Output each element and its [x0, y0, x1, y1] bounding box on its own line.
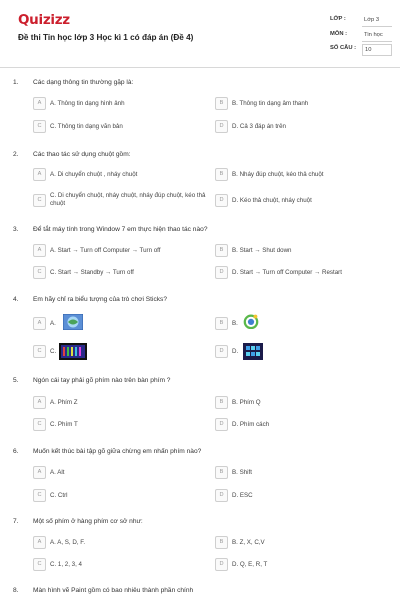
option-text: B. Start → Shut down: [232, 247, 292, 254]
option-text: A. Start → Turn off Computer → Turn off: [50, 247, 161, 254]
page-title: Đề thi Tin học lớp 3 Học kì 1 có đáp án (Đề 4): [18, 33, 194, 42]
option-text: A. Alt: [50, 469, 65, 476]
option-letter: C: [33, 418, 46, 431]
question-text: Ngón cái tay phải gõ phím nào trên bàn phím ?: [33, 377, 171, 384]
option-letter: C: [33, 120, 46, 133]
question-text: Để tắt máy tính trong Window 7 em thực hiện thao tác nào?: [33, 226, 208, 233]
question-number: 2.: [13, 151, 19, 158]
header-divider: [0, 67, 400, 68]
option-letter: B: [215, 536, 228, 549]
option-letter: D: [215, 489, 228, 502]
option-text: C. Start → Standby → Turn off: [50, 269, 134, 276]
question-number: 3.: [13, 226, 19, 233]
option-text: D.: [232, 348, 239, 355]
option-text: C. Ctrl: [50, 492, 68, 499]
option-letter: C: [33, 266, 46, 279]
question-count-value: 10: [362, 44, 392, 56]
option-text: B. Thông tin dạng âm thanh: [232, 100, 309, 107]
option-text: A. Phím Z: [50, 399, 78, 406]
grade-field: [330, 15, 392, 28]
option-text: C. Thông tin dạng văn bản: [50, 123, 123, 130]
option-text: A. Thông tin dạng hình ảnh: [50, 100, 125, 107]
quizizz-logo: Quizizz: [18, 12, 70, 28]
question-text: Các dạng thông tin thường gặp là:: [33, 79, 134, 86]
option-letter: B: [215, 97, 228, 110]
option-letter: B: [215, 317, 228, 330]
option-text: D. Start → Turn off Computer → Restart: [232, 269, 342, 276]
option-letter: D: [215, 194, 228, 207]
option-letter: B: [215, 168, 228, 181]
question-count-label: SỐ CÂU :: [330, 45, 357, 51]
option-text: B. Phím Q: [232, 399, 261, 406]
question-text: Các thao tác sử dụng chuột gồm:: [33, 151, 131, 158]
option-letter: D: [215, 345, 228, 358]
subject-label: MÔN :: [330, 31, 348, 37]
question-text: Một số phím ở hàng phím cơ sở như:: [33, 518, 143, 525]
question-text: Màn hình vẽ Paint gồm có bao nhiêu thành phần chính: [33, 587, 194, 594]
option-text: C. Di chuyển chuột, nháy chuột, nháy đúp chuột, kéo thả chuột: [50, 192, 206, 208]
question-number: 6.: [13, 448, 19, 455]
grade-value: Lớp 3: [362, 15, 392, 27]
option-text: A. Di chuyển chuột , nháy chuột: [50, 171, 138, 178]
option-text: C. Phím T: [50, 421, 78, 428]
globe-game-icon: [63, 314, 83, 330]
option-letter: C: [33, 489, 46, 502]
question-text: Muốn kết thúc bài tập gõ giữa chừng em nhấn phím nào?: [33, 448, 202, 455]
option-letter: A: [33, 97, 46, 110]
option-letter: A: [33, 244, 46, 257]
option-letter: D: [215, 418, 228, 431]
option-letter: D: [215, 558, 228, 571]
question-number: 5.: [13, 377, 19, 384]
option-letter: A: [33, 396, 46, 409]
option-letter: B: [215, 396, 228, 409]
option-letter: D: [215, 266, 228, 279]
option-text: B. Nháy đúp chuột, kéo thả chuột: [232, 171, 324, 178]
option-text: C.: [50, 348, 57, 355]
question-text: Em hãy chỉ ra biểu tượng của trò chơi Sticks?: [33, 296, 168, 303]
option-text: A. A, S, D, F.: [50, 539, 86, 546]
option-text: A.: [50, 320, 56, 327]
question-number: 7.: [13, 518, 19, 525]
question-count-field: [330, 44, 392, 57]
option-text: D. Kéo thả chuột, nháy chuột: [232, 197, 312, 204]
option-letter: A: [33, 536, 46, 549]
question-number: 4.: [13, 296, 19, 303]
option-text: B.: [232, 320, 238, 327]
option-letter: C: [33, 558, 46, 571]
question-number: 8.: [13, 587, 19, 594]
question-number: 1.: [13, 79, 19, 86]
worksheet-header: [0, 0, 400, 68]
option-text: D. ESC: [232, 492, 253, 499]
option-letter: A: [33, 466, 46, 479]
option-text: B. Z, X, C,V: [232, 539, 265, 546]
option-letter: C: [33, 345, 46, 358]
option-text: B. Shift: [232, 469, 252, 476]
option-letter: D: [215, 120, 228, 133]
option-text: C. 1, 2, 3, 4: [50, 561, 82, 568]
option-letter: A: [33, 317, 46, 330]
blocks-game-icon: [243, 343, 263, 360]
sticks-game-icon: [59, 343, 87, 360]
option-text: D. Cả 3 đáp án trên: [232, 123, 287, 130]
option-letter: C: [33, 194, 46, 207]
option-letter: A: [33, 168, 46, 181]
ring-game-icon: [241, 313, 261, 329]
subject-field: [330, 30, 392, 43]
option-letter: B: [215, 244, 228, 257]
option-letter: B: [215, 466, 228, 479]
option-text: D. Phím cách: [232, 421, 270, 428]
option-text: D. Q, E, R, T: [232, 561, 268, 568]
grade-label: LỚP :: [330, 16, 346, 22]
subject-value: Tin học: [362, 30, 392, 42]
